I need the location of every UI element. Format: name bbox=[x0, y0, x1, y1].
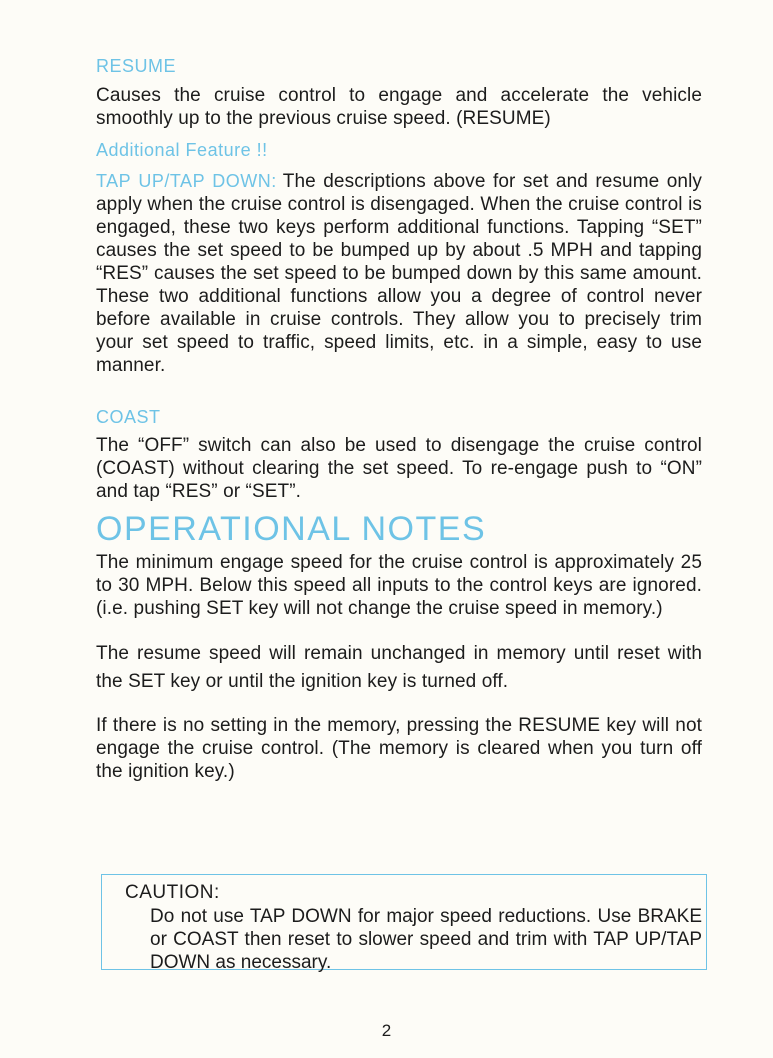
tap-body: The descriptions above for set and resume only apply when the cruise control is disengaged. When the cruise control is engaged, these two keys perform additional functions. Tapping “SET” causes the set speed to be bumped up by about .5 MPH and tapping “RES” causes the set speed to be bumped down by this same amount. These two additional functions allow you a degree of control never before available in cruise controls. They allow you to precisely trim your set speed to traffic, speed limits, etc. in a simple, easy to use manner. bbox=[96, 171, 702, 376]
operational-notes-heading: OPERATIONAL NOTES bbox=[96, 510, 487, 548]
caution-title: CAUTION: bbox=[125, 882, 220, 903]
coast-heading: COAST bbox=[96, 407, 161, 427]
resume-heading: RESUME bbox=[96, 56, 177, 76]
page-content bbox=[96, 52, 702, 783]
caution-body: Do not use TAP DOWN for major speed reductions. Use BRAKE or COAST then reset to slower speed and trim with TAP UP/TAP DOWN as necessary. bbox=[150, 906, 702, 973]
operational-note-2: The resume speed will remain unchanged in memory until reset with the SET key or until the ignition key is turned off. bbox=[96, 643, 702, 692]
page-number: 2 bbox=[381, 1021, 392, 1040]
operational-note-1: The minimum engage speed for the cruise control is approximately 25 to 30 MPH. Below this speed all inputs to the control keys are ignored. (i.e. pushing SET key will not change the cruise speed in memory.) bbox=[96, 552, 702, 619]
additional-feature-heading: Additional Feature !! bbox=[96, 140, 268, 160]
caution-box bbox=[101, 874, 707, 973]
operational-note-3: If there is no setting in the memory, pressing the RESUME key will not engage the cruise control. (The memory is cleared when you turn off the ignition key.) bbox=[96, 715, 702, 782]
resume-body: Causes the cruise control to engage and accelerate the vehicle smoothly up to the previous cruise speed. (RESUME) bbox=[96, 85, 702, 129]
tap-paragraph bbox=[96, 170, 702, 377]
tap-heading: TAP UP/TAP DOWN: bbox=[96, 171, 277, 191]
coast-body: The “OFF” switch can also be used to disengage the cruise control (COAST) without clearing the set speed. To re-engage push to “ON” and tap “RES” or “SET”. bbox=[96, 435, 702, 502]
